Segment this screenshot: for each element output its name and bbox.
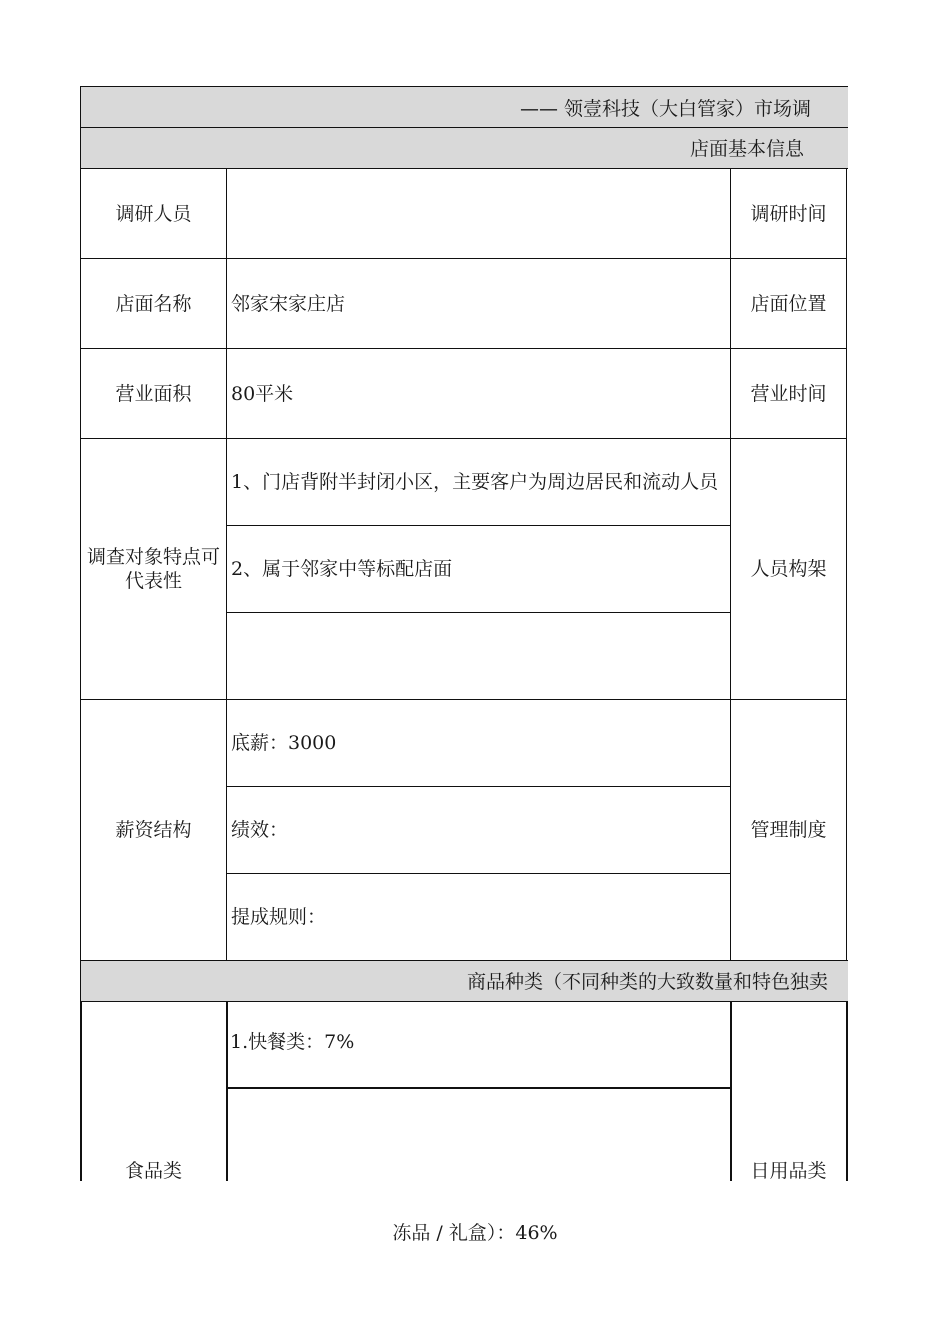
hours-label: 营业时间 [730, 348, 847, 439]
features-item-3 [226, 612, 731, 700]
daily-label-text: 日用品类 [750, 1160, 827, 1181]
daily-right-border [846, 1001, 848, 1181]
salary-item-commission: 提成规则： [226, 873, 731, 961]
food-label [80, 1156, 227, 1181]
store-name-value: 邻家宋家庄店 [226, 258, 731, 349]
researcher-label: 调研人员 [80, 168, 227, 259]
research-time-label: 调研时间 [730, 168, 847, 259]
store-location-label: 店面位置 [730, 258, 847, 349]
food-left-border [80, 1001, 82, 1181]
food-mid-border [226, 1001, 228, 1181]
store-name-label: 店面名称 [80, 258, 227, 349]
food-right-border [730, 1001, 732, 1181]
area-value: 80平米 [226, 348, 731, 439]
food-item-1: 1.快餐类：7% [230, 1031, 355, 1053]
researcher-value [226, 168, 731, 259]
daily-label [730, 1156, 847, 1181]
management-label: 管理制度 [730, 699, 847, 961]
food-label-text: 食品类 [124, 1160, 182, 1181]
salary-item-performance: 绩效： [226, 786, 731, 874]
salary-item-base: 底薪：3000 [226, 699, 731, 787]
features-item-2: 2、属于邻家中等标配店面 [226, 525, 731, 613]
footer-note: 冻品 / 礼盒）：46% [392, 1222, 558, 1244]
features-label: 调查对象特点可代表性 [80, 438, 227, 700]
area-label: 营业面积 [80, 348, 227, 439]
page-title: —— 领壹科技（大白管家）市场调 [520, 98, 812, 120]
salary-label: 薪资结构 [80, 699, 227, 961]
features-item-1: 1、门店背附半封闭小区，主要客户为周边居民和流动人员 [226, 438, 731, 526]
section-title-store: 店面基本信息 [690, 138, 805, 160]
staff-label: 人员构架 [730, 438, 847, 700]
food-divider [226, 1087, 731, 1089]
section-title-goods: 商品种类（不同种类的大致数量和特色独卖 [467, 971, 829, 993]
